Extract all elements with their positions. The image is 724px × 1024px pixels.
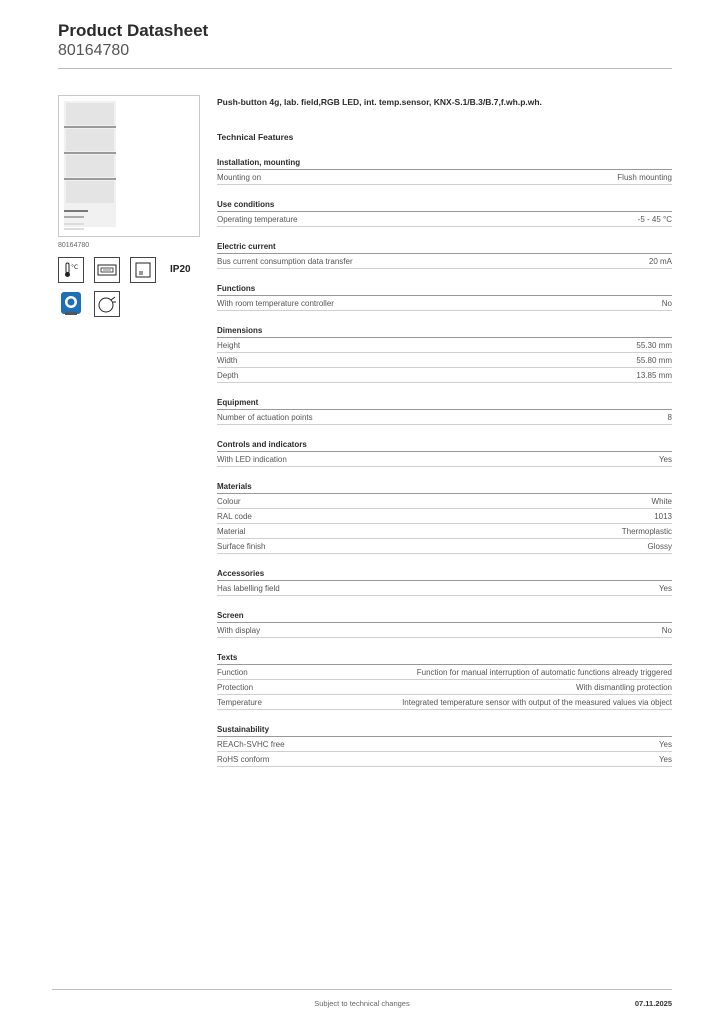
feature-label: With room temperature controller xyxy=(217,299,334,308)
product-image-field xyxy=(66,155,114,177)
product-image-rocker-line xyxy=(64,126,116,128)
feature-group xyxy=(217,325,672,383)
display-icon xyxy=(130,257,156,283)
temperature-icon-label: °C xyxy=(71,264,79,271)
labelling-field-icon xyxy=(94,257,120,283)
temperature-sensor-icon xyxy=(58,257,84,283)
feature-icons-row-2 xyxy=(58,291,208,317)
feature-value: White xyxy=(651,497,672,506)
feature-icons-row xyxy=(58,257,208,283)
feature-label: Protection xyxy=(217,683,254,692)
product-image xyxy=(58,95,200,237)
feature-group xyxy=(217,157,672,185)
feature-value: 13.85 mm xyxy=(636,371,672,380)
group-title: Use conditions xyxy=(217,199,672,212)
product-name: Push-button 4g, lab. field,RGB LED, int. temp.sensor, KNX-S.1/B.3/B.7,f.wh.p.wh. xyxy=(217,97,542,107)
feature-row xyxy=(217,737,672,752)
feature-group xyxy=(217,652,672,710)
feature-label: Surface finish xyxy=(217,542,266,551)
group-title: Dimensions xyxy=(217,325,672,338)
feature-group xyxy=(217,283,672,311)
feature-label: Has labelling field xyxy=(217,584,280,593)
product-image-rocker-line xyxy=(64,178,116,180)
feature-value: Yes xyxy=(658,755,672,764)
feature-value: 55.80 mm xyxy=(636,356,672,365)
feature-group xyxy=(217,241,672,269)
group-title: Sustainability xyxy=(217,724,672,737)
feature-group xyxy=(217,610,672,638)
feature-row xyxy=(217,368,672,383)
feature-value: Glossy xyxy=(647,542,672,551)
group-title: Equipment xyxy=(217,397,672,410)
feature-label: Number of actuation points xyxy=(217,413,313,422)
technical-features xyxy=(217,96,672,767)
feature-label: Temperature xyxy=(217,698,262,707)
footer-divider xyxy=(52,989,672,990)
feature-row xyxy=(217,170,672,185)
feature-label: With display xyxy=(217,626,261,635)
feature-row xyxy=(217,581,672,596)
feature-value: 55.30 mm xyxy=(636,341,672,350)
feature-label: REACh-SVHC free xyxy=(217,740,285,749)
left-column xyxy=(58,95,208,317)
feature-value: With dismantling protection xyxy=(575,683,672,692)
feature-label: Depth xyxy=(217,371,239,380)
feature-label: Width xyxy=(217,356,238,365)
group-title: Functions xyxy=(217,283,672,296)
product-image-detail-line xyxy=(64,228,84,230)
feature-value: No xyxy=(661,626,672,635)
product-image-field xyxy=(66,129,114,151)
feature-value: Flush mounting xyxy=(617,173,672,182)
feature-groups xyxy=(217,157,672,767)
feature-group xyxy=(217,397,672,425)
feature-value: 20 mA xyxy=(648,257,672,266)
group-title: Controls and indicators xyxy=(217,439,672,452)
feature-row xyxy=(217,524,672,539)
feature-label: RAL code xyxy=(217,512,252,521)
feature-value: 8 xyxy=(667,413,672,422)
feature-group xyxy=(217,724,672,767)
feature-value: Function for manual interruption of automatic functions already triggered xyxy=(416,668,672,677)
product-image-rocker-line xyxy=(64,152,116,154)
feature-group xyxy=(217,481,672,554)
feature-value: Integrated temperature sensor with output of the measured values via object xyxy=(402,698,672,707)
feature-row xyxy=(217,509,672,524)
feature-row xyxy=(217,452,672,467)
feature-group xyxy=(217,199,672,227)
footer-date: 07.11.2025 xyxy=(634,999,672,1008)
feature-group xyxy=(217,568,672,596)
feature-label: Material xyxy=(217,527,246,536)
room-temperature-controller-icon xyxy=(94,291,120,317)
article-number: 80164780 xyxy=(58,42,130,59)
group-title: Materials xyxy=(217,481,672,494)
feature-value: No xyxy=(661,299,672,308)
feature-row xyxy=(217,212,672,227)
page-title: Product Datasheet xyxy=(58,21,209,40)
feature-row xyxy=(217,623,672,638)
image-caption: 80164780 xyxy=(58,242,90,249)
feature-value: Yes xyxy=(658,584,672,593)
feature-label: Bus current consumption data transfer xyxy=(217,257,353,266)
feature-row xyxy=(217,695,672,710)
feature-row xyxy=(217,410,672,425)
feature-row xyxy=(217,296,672,311)
group-title: Electric current xyxy=(217,241,672,254)
feature-label: Mounting on xyxy=(217,173,262,182)
feature-row xyxy=(217,494,672,509)
page-header xyxy=(58,21,208,60)
feature-row xyxy=(217,539,672,554)
feature-value: -5 - 45 °C xyxy=(637,215,672,224)
group-title: Accessories xyxy=(217,568,672,581)
product-image-detail-line xyxy=(64,210,88,212)
feature-group xyxy=(217,439,672,467)
feature-label: Function xyxy=(217,668,248,677)
product-image-field xyxy=(66,103,114,125)
feature-value: Yes xyxy=(658,455,672,464)
feature-value: 1013 xyxy=(654,512,672,521)
feature-label: RoHS conform xyxy=(217,755,270,764)
header-divider xyxy=(58,68,672,69)
feature-label: Colour xyxy=(217,497,241,506)
product-image-detail-line xyxy=(64,216,84,218)
group-title: Installation, mounting xyxy=(217,157,672,170)
feature-row xyxy=(217,752,672,767)
product-image-field xyxy=(66,181,114,203)
ip20-rating: IP20 xyxy=(170,264,191,275)
feature-value: Thermoplastic xyxy=(621,527,672,536)
feature-row xyxy=(217,254,672,269)
group-title: Screen xyxy=(217,610,672,623)
feature-row xyxy=(217,338,672,353)
feature-value: Yes xyxy=(658,740,672,749)
technical-features-title: Technical Features xyxy=(217,132,294,142)
feature-label: With LED indication xyxy=(217,455,287,464)
feature-label: Operating temperature xyxy=(217,215,298,224)
product-image-detail-line xyxy=(64,223,84,225)
knx-logo-icon xyxy=(58,291,84,317)
feature-label: Height xyxy=(217,341,241,350)
footer-note: Subject to technical changes xyxy=(314,999,410,1008)
feature-row xyxy=(217,680,672,695)
feature-row xyxy=(217,353,672,368)
feature-row xyxy=(217,665,672,680)
group-title: Texts xyxy=(217,652,672,665)
